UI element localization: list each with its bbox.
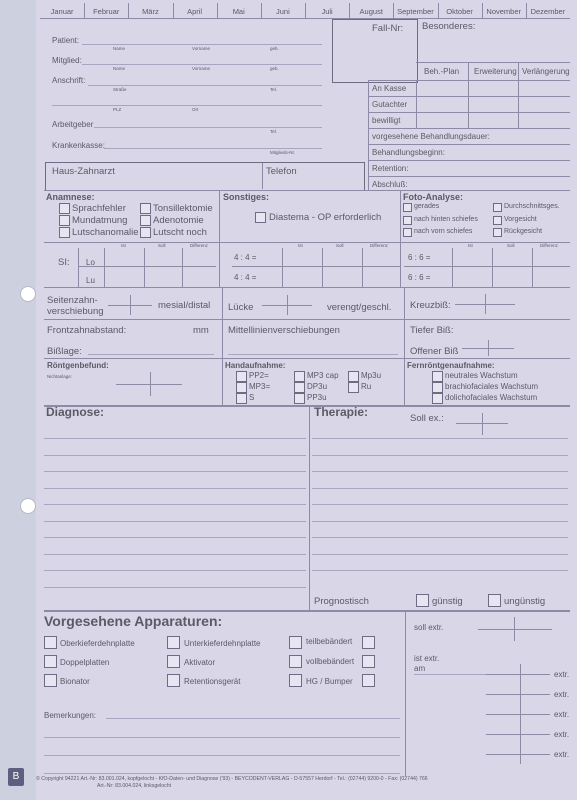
checkbox-hg-bumper-2[interactable] — [362, 674, 375, 687]
ratio-mid-2: 4 : 4 = — [234, 273, 257, 282]
label-vollbebaendert: vollbebändert — [306, 657, 355, 666]
checkbox-unguenstig[interactable] — [488, 594, 501, 607]
ruled-line — [44, 554, 306, 555]
ratio-right-1: 6 : 6 = — [408, 253, 431, 262]
checkbox-unterkiefer[interactable] — [167, 636, 180, 649]
checkbox-mp3u[interactable] — [348, 371, 359, 382]
extr-label: extr. — [554, 730, 570, 739]
fernroentgen-title: Fernröntgenaufnahme: — [407, 361, 495, 370]
sub-tel: Tel. — [270, 87, 278, 92]
punch-hole-bottom — [20, 498, 36, 514]
header-diff-2: Differenz — [370, 243, 388, 248]
footer-article: Art.-Nr: 83.004.024, linksgelocht — [97, 783, 172, 789]
arbeitgeber-label: Arbeitgeber — [52, 120, 94, 129]
hauszahnarzt-label: Haus-Zahnarzt — [52, 166, 115, 177]
label-hg-bumper: HG / Bumper — [306, 677, 353, 686]
label-bionator: Bionator — [60, 677, 90, 686]
label-hinten-schief: nach hinten schiefes — [414, 216, 478, 223]
ruled-line — [44, 737, 400, 738]
header-soll-2: Soll — [336, 243, 344, 248]
label-oberkiefer: Oberkieferdehnplatte — [60, 639, 135, 648]
kreuzbiss-label: Kreuzbiß: — [410, 300, 451, 311]
checkbox-brachio[interactable] — [432, 382, 443, 393]
checkbox-doppelplatten[interactable] — [44, 655, 57, 668]
ruled-line — [44, 755, 400, 756]
label-durchschnitt: Durchschnittsges. — [504, 203, 560, 210]
retention-label: Retention: — [372, 164, 409, 173]
diagnose-title: Diagnose: — [46, 405, 105, 419]
mittellinie-label: Mittellinienverschiebungen — [228, 325, 340, 336]
label-aktivator: Aktivator — [184, 658, 216, 667]
ruled-line — [312, 521, 568, 522]
ruled-line — [44, 587, 306, 588]
month-9: Oktober — [446, 7, 473, 16]
label-mundatmung: Mundatmung — [72, 215, 128, 226]
checkbox-vorgesicht[interactable] — [493, 216, 502, 225]
bisslage-label: Bißlage: — [47, 346, 82, 357]
mitglied-label: Mitglied: — [52, 56, 82, 65]
ruled-line — [44, 455, 306, 456]
ruled-line — [312, 554, 568, 555]
label-dolicho: dolichofaciales Wachstum — [445, 393, 538, 402]
label-lutscht-noch: Lutscht noch — [153, 227, 207, 238]
checkbox-tonsillektomie[interactable] — [140, 203, 151, 214]
checkbox-dp3u[interactable] — [294, 382, 305, 393]
label-ru: Ru — [361, 382, 372, 391]
sub-vorname-2: Vorname — [192, 66, 211, 71]
checkbox-teilbebaendert-2[interactable] — [362, 636, 375, 649]
behandlungsbeginn-label: Behandlungsbeginn: — [372, 148, 445, 157]
foto-analyse-title: Foto-Analyse: — [403, 192, 464, 202]
nichtanlage-label: Nichtanlage: — [47, 374, 73, 379]
sub-name-2: Name — [113, 66, 126, 71]
soll-ex-label: Soll ex.: — [410, 413, 444, 424]
month-4: Mai — [232, 7, 245, 16]
mm-label: mm — [193, 325, 209, 336]
ruled-line — [312, 488, 568, 489]
plan-header-erweiterung: Erweiterung — [474, 67, 517, 76]
therapie-title: Therapie: — [314, 405, 369, 419]
ist-extr-label: ist extr. — [414, 654, 440, 663]
label-unterkiefer: Unterkieferdehnplatte — [184, 639, 261, 648]
checkbox-pp2[interactable] — [236, 371, 247, 382]
extr-label: extr. — [554, 750, 570, 759]
frontzahnabstand-label: Frontzahnabstand: — [47, 325, 127, 336]
month-6: Juli — [321, 7, 333, 16]
checkbox-bionator[interactable] — [44, 674, 57, 687]
checkbox-mundatmung[interactable] — [59, 215, 70, 226]
roentgen-title: Röntgenbefund: — [47, 361, 109, 370]
tiefer-biss-label: Tiefer Biß: — [410, 325, 454, 336]
extr-label: extr. — [554, 690, 570, 699]
sub-vorname: Vorname — [192, 46, 211, 51]
label-lutschanomalie: Lutschanomalie — [72, 227, 139, 238]
krankenkasse-label: Krankenkasse: — [52, 141, 105, 150]
soll-extr-label: soll extr. — [414, 623, 444, 632]
checkbox-aktivator[interactable] — [167, 655, 180, 668]
abschluss-label: Abschluß: — [372, 180, 408, 189]
checkbox-lutschanomalie[interactable] — [59, 227, 70, 238]
checkbox-dolicho[interactable] — [432, 393, 443, 404]
label-teilbebaendert: teilbebändert — [306, 637, 353, 646]
checkbox-rueckgesicht[interactable] — [493, 228, 502, 237]
label-sprachfehler: Sprachfehler — [72, 203, 126, 214]
sub-ort: Ort — [192, 107, 199, 112]
label-dp3u: DP3u — [307, 382, 328, 391]
sub-name: Name — [113, 46, 126, 51]
month-7: August — [359, 7, 383, 16]
anamnese-title: Anamnese: — [46, 192, 95, 202]
ruled-line — [44, 504, 306, 505]
checkbox-s[interactable] — [236, 393, 247, 404]
checkbox-hg-bumper[interactable] — [289, 674, 302, 687]
plan-row-bewilligt: bewilligt — [372, 116, 401, 125]
label-vorn-schief: nach vorn schiefes — [414, 228, 473, 235]
plan-header-beh: Beh.-Plan — [424, 67, 460, 76]
checkbox-vollbebaendert[interactable] — [289, 655, 302, 668]
ruled-line — [44, 537, 306, 538]
month-2: März — [142, 7, 159, 16]
patient-label: Patient: — [52, 36, 80, 45]
behandlungsdauer-label: vorgesehene Behandlungsdauer: — [372, 132, 490, 141]
plan-row-kasse: An Kasse — [372, 84, 407, 93]
month-0: Januar — [50, 7, 74, 16]
verschiebung-label: verschiebung — [47, 306, 104, 317]
bemerkungen-label: Bemerkungen: — [44, 711, 97, 720]
anschrift-label: Anschrift: — [52, 76, 86, 85]
sub-mitglieds-nr: Mitglieds-Nr. — [270, 150, 296, 155]
header-diff-3: Differenz — [540, 243, 558, 248]
checkbox-ru[interactable] — [348, 382, 359, 393]
checkbox-durchschnitt[interactable] — [493, 203, 502, 212]
guenstig-label: günstig — [432, 596, 463, 607]
ruled-line — [312, 471, 568, 472]
ruled-line — [312, 438, 568, 439]
ruled-line — [44, 570, 306, 571]
ratio-right-2: 6 : 6 = — [408, 273, 431, 282]
label-diastema: Diastema - OP erforderlich — [269, 212, 382, 223]
checkbox-guenstig[interactable] — [416, 594, 429, 607]
ruled-line — [312, 570, 568, 571]
ratio-mid-1: 4 : 4 = — [234, 253, 257, 262]
label-mp3u: Mp3u — [361, 371, 382, 380]
am-label: am — [414, 664, 426, 673]
month-10: November — [486, 7, 522, 16]
label-vorgesicht: Vorgesicht — [504, 216, 537, 223]
label-mp3: MP3= — [249, 382, 271, 391]
label-s: S — [249, 393, 255, 402]
extr-label: extr. — [554, 670, 570, 679]
offener-biss-label: Offener Biß — [410, 346, 459, 357]
fall-nr-label: Fall-Nr: — [372, 23, 404, 34]
punch-hole-top — [20, 286, 36, 302]
plan-header-verlaengerung: Verlängerung — [522, 67, 570, 76]
label-mp3cap: MP3 cap — [307, 371, 339, 380]
unguenstig-label: ungünstig — [504, 596, 546, 607]
checkbox-mp3cap[interactable] — [294, 371, 305, 382]
label-tonsillektomie: Tonsillektomie — [153, 203, 213, 214]
beycodent-logo: B — [8, 768, 24, 786]
ruled-line — [106, 718, 400, 719]
ruled-line — [44, 471, 306, 472]
sub-tel-2: Tel. — [270, 129, 278, 134]
ruled-line — [312, 455, 568, 456]
label-gerades: gerades — [414, 203, 440, 210]
label-pp2: PP2= — [249, 371, 269, 380]
ruled-line — [312, 537, 568, 538]
label-adenotomie: Adenotomie — [153, 215, 204, 226]
telefon-label: Telefon — [266, 166, 297, 177]
checkbox-teilbebaendert[interactable] — [289, 636, 302, 649]
month-1: Februar — [93, 7, 120, 16]
binding-margin — [0, 0, 36, 800]
checkbox-vollbebaendert-2[interactable] — [362, 655, 375, 668]
checkbox-neutral[interactable] — [432, 371, 443, 382]
checkbox-sprachfehler[interactable] — [59, 203, 70, 214]
besonderes-label: Besonderes: — [422, 21, 476, 32]
sub-geb-2: geb. — [270, 66, 279, 71]
handaufnahme-title: Handaufnahme: — [225, 361, 286, 370]
label-neutral: neutrales Wachstum — [445, 371, 518, 380]
header-ist-2: Ist — [298, 243, 303, 248]
extr-label: extr. — [554, 710, 570, 719]
month-5: Juni — [276, 7, 290, 16]
ruled-line — [44, 438, 306, 439]
checkbox-adenotomie[interactable] — [140, 215, 151, 226]
checkbox-diastema[interactable] — [255, 212, 266, 223]
header-ist-1: Ist — [121, 243, 126, 248]
verengt-label: verengt/geschl. — [327, 302, 392, 313]
month-3: April — [187, 7, 203, 16]
plan-row-gutachter: Gutachter — [372, 100, 408, 109]
lu-label: Lu — [86, 276, 95, 285]
label-doppelplatten: Doppelplatten — [60, 658, 110, 667]
sub-plz: PLZ — [113, 107, 122, 112]
seitenzahn-label: Seitenzahn- — [47, 295, 98, 306]
month-11: Dezember — [530, 7, 566, 16]
header-diff-1: Differenz — [190, 243, 208, 248]
checkbox-retention[interactable] — [167, 674, 180, 687]
label-rueckgesicht: Rückgesicht — [504, 228, 543, 235]
sonstiges-title: Sonstiges: — [223, 192, 270, 202]
checkbox-pp3u[interactable] — [294, 393, 305, 404]
si-label: SI: — [58, 257, 70, 268]
ruled-line — [44, 521, 306, 522]
prognostisch-label: Prognostisch — [314, 596, 369, 607]
ruled-line — [44, 773, 400, 774]
lo-label: Lo — [86, 258, 95, 267]
header-soll-1: Soll — [158, 243, 166, 248]
label-retention: Retentionsgerät — [184, 677, 241, 686]
sub-strasse: Straße — [113, 87, 127, 92]
month-8: September — [397, 7, 434, 16]
luecke-label: Lücke — [228, 302, 254, 313]
checkbox-vorn-schief[interactable] — [403, 228, 412, 237]
label-pp3u: PP3u — [307, 393, 327, 402]
apparaturen-title: Vorgesehene Apparaturen: — [44, 613, 223, 629]
checkbox-mp3[interactable] — [236, 382, 247, 393]
checkbox-gerades[interactable] — [403, 203, 412, 212]
checkbox-lutscht-noch[interactable] — [140, 227, 151, 238]
header-soll-3: Soll — [507, 243, 515, 248]
ruled-line — [312, 504, 568, 505]
sub-geb: geb. — [270, 46, 279, 51]
header-ist-3: Ist — [468, 243, 473, 248]
checkbox-hinten-schief[interactable] — [403, 216, 412, 225]
ruled-line — [44, 488, 306, 489]
footer-copyright: © Copyright 94221 Art.-Nr: 83.001.024, kopfgelocht - KfO-Daten- und Diagnose ('93) - BEYCODENT-VERLAG - D-57557 Herdorf - Tel.: (02744) 9200-0 - Fax: (02744) 766 — [36, 776, 428, 782]
mesial-distal-label: mesial/distal — [158, 300, 211, 311]
label-brachio: brachiofaciales Wachstum — [445, 382, 539, 391]
checkbox-oberkiefer[interactable] — [44, 636, 57, 649]
